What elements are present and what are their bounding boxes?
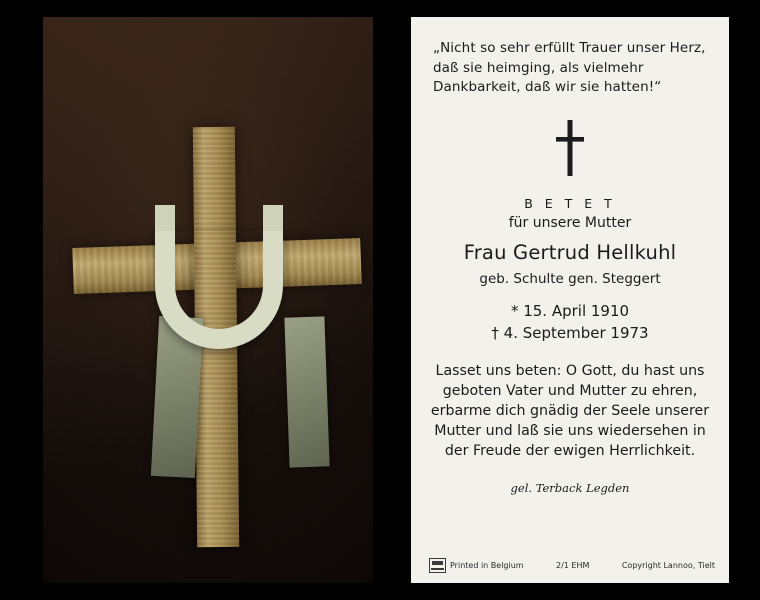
memorial-quote: „Nicht so sehr erfüllt Trauer unser Herz, daß sie heimging, als vielmehr Dankbarkeit, daß wir sie hatten!“: [433, 40, 706, 96]
death-date: † 4. September 1973: [491, 324, 649, 343]
print-code-label: 2/1 EHM: [556, 561, 590, 570]
card-image-side: [43, 17, 373, 583]
life-dates: [429, 300, 711, 345]
prayer-text: Lasset uns beten: O Gott, du hast uns geboten Vater und Mutter zu ehren, erbarme dich gnädig der Seele unserer Mutter und laß sie uns wiedersehen in der Freude der ewigen Herrlichkeit.: [430, 362, 710, 460]
latin-cross-icon: [429, 120, 711, 180]
card-text-side: [411, 17, 729, 583]
imprimatur-line: gel. Terback Legden: [510, 481, 630, 496]
printed-in-label: Printed in Belgium: [450, 561, 524, 570]
birth-date: * 15. April 1910: [510, 301, 630, 320]
dedication-line: für unsere Mutter: [508, 214, 632, 231]
printing-press-icon: [429, 558, 446, 573]
card-footer: [429, 558, 715, 573]
copyright-label: Copyright Lannoo, Tielt: [621, 561, 715, 570]
deceased-name: Frau Gertrud Hellkuhl: [463, 240, 677, 264]
grey-strip-right: [284, 316, 329, 467]
betet-heading: B E T E T: [524, 195, 616, 211]
maiden-name-line: geb. Schulte gen. Steggert: [479, 270, 661, 287]
